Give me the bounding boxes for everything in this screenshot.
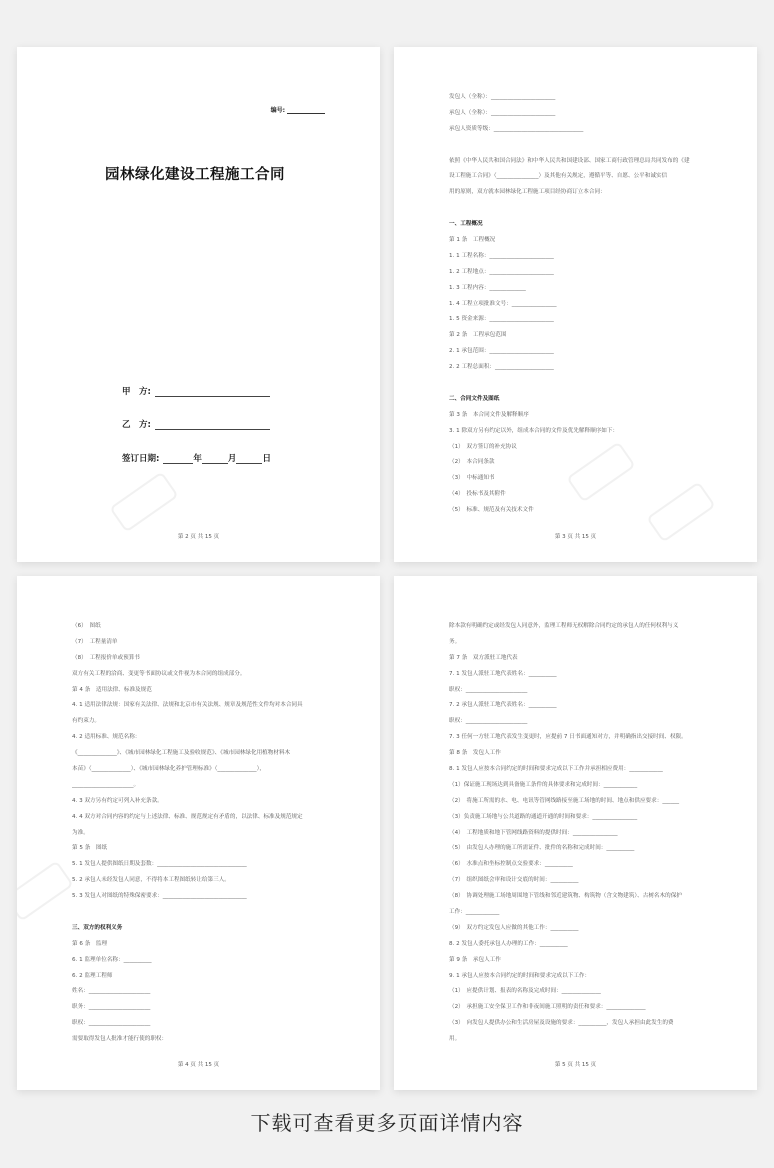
text-line: 《______________》、《城市园林绿化工程施工及验收规范》、《城市园林绿化用植物材料木	[72, 750, 291, 757]
page-footer: 第 4 页 共 15 页	[177, 1062, 220, 1068]
text-line: 7. 1 发包人派驻工地代表姓名：__________	[449, 670, 557, 677]
text-line: 1. 3 工程内容：_____________	[449, 284, 526, 291]
text-line: 用的原则，双方就本园林绿化工程施工项目经协商订立本合同：	[449, 189, 606, 196]
text-line: （5） 由发包人办理的施工所需证件、批件的名称和完成时间：__________	[449, 845, 635, 852]
text-line: 为准。	[72, 829, 89, 836]
text-line: （1） 双方签订的补充协议	[449, 443, 517, 450]
contract-title: 园林绿化建设工程施工合同	[105, 167, 285, 183]
page-3-text	[449, 90, 727, 519]
text-line: （3） 中标通知书	[449, 475, 495, 482]
text-line: 6. 2 监理工程师	[72, 972, 113, 979]
text-line: 第 6 条 监理	[72, 940, 108, 947]
text-line: 职务：______________________	[72, 1004, 151, 1011]
text-line: 发包人（全称）：_______________________	[449, 94, 556, 100]
text-line	[449, 201, 727, 217]
text-line: 有约束力。	[72, 718, 100, 725]
text-line: 6. 1 监理单位名称：__________	[72, 956, 152, 963]
watermark-icon	[17, 860, 74, 921]
text-line: 工作：____________	[449, 909, 500, 916]
text-line: 9. 1 承包人应按本合同约定的时间和要求完成以下工作：	[449, 972, 591, 979]
contract-number: 编号:	[271, 105, 325, 114]
text-line: 5. 1 发包人提供图纸日期及套数：________________________________	[72, 861, 247, 868]
text-line: 职权：______________________	[449, 718, 528, 725]
text-line: 5. 2 承包人未经发包人同意，不得将本工程图纸转让给第三人。	[72, 877, 230, 884]
text-line: 第 9 条 承包人工作	[449, 956, 501, 963]
text-line: ______________________。	[72, 781, 140, 788]
text-line: 职权：______________________	[449, 686, 528, 693]
text-line: （2） 承担施工安全保卫工作和非夜间施工照明的责任和要求：______________	[449, 1004, 646, 1011]
text-line: 第 1 条 工程概况	[449, 237, 496, 244]
text-line: （9） 双方约定发包人应做的其他工作：__________	[449, 924, 579, 931]
text-line	[449, 138, 727, 154]
page-4-text	[72, 619, 350, 1048]
text-line: （5） 标准、规范及有关技术文件	[449, 507, 534, 514]
page-3	[394, 47, 757, 562]
text-line: 承包人（全称）：_______________________	[449, 109, 556, 116]
text-line: 用。	[449, 1036, 461, 1043]
page-footer: 第 5 页 共 15 页	[554, 1062, 597, 1068]
text-line: （6） 图纸	[72, 623, 101, 629]
text-line: 4. 3 双方另有约定可列入补充条款。	[72, 797, 163, 804]
text-line: 8. 1 发包人应按本合同约定的时间和要求完成以下工作并承担相应费用：____________	[449, 766, 663, 773]
text-line: （3）负责施工场地与公共道路的通道开通的时间和要求：________________	[449, 813, 638, 820]
text-line: 2. 2 工程总面积：_____________________	[449, 364, 554, 371]
text-line: 1. 1 工程名称：_______________________	[449, 252, 554, 259]
text-line: （7） 工程量清单	[72, 638, 118, 645]
sign-date: 签订日期: 年 月 日	[122, 454, 271, 464]
text-line: 8. 2 发包人委托承包人办理的工作：__________	[449, 940, 568, 947]
text-line: 4. 2 适用标准、规范名称：	[72, 734, 141, 741]
text-line: 1. 2 工程地点：_______________________	[449, 268, 554, 275]
text-line: （2） 本合同条款	[449, 459, 495, 466]
page-4	[17, 576, 380, 1090]
text-line: 一、工程概况	[449, 221, 483, 228]
text-line: 5. 3 发包人对图纸的特殊保密要求：______________________________	[72, 893, 247, 900]
text-line: （1） 应提供计划、报表的名称及完成时间：______________	[449, 988, 601, 995]
page-5-text	[449, 619, 727, 1048]
text-line: 第 7 条 双方派驻工地代表	[449, 654, 518, 661]
text-line: 承包人资质等级：________________________________	[449, 125, 584, 132]
page-cover	[17, 47, 380, 562]
text-line: 务。	[449, 638, 461, 645]
text-line: （4） 工程地质和地下管网线路资料的提供时间：________________	[449, 829, 618, 836]
text-line: 第 2 条 工程承包范围	[449, 332, 507, 339]
text-line: 第 8 条 发包人工作	[449, 750, 501, 757]
text-line: （1）保证施工现场达到具备施工条件的具体要求和完成时间：____________	[449, 781, 638, 788]
text-line: 7. 2 承包人派驻工地代表姓名：__________	[449, 702, 557, 709]
text-line: 除本款有明确约定或经发包人同意外，监理工程师无权解除合同约定的承包人的任何权利与义	[449, 623, 679, 629]
text-line: 双方有关工程的洽商、变更等书面协议或文件视为本合同的组成部分。	[72, 670, 246, 677]
text-line: 依照《中华人民共和国合同法》和中华人民共和国建设部、国家工商行政管理总局共同发布的《建	[449, 157, 690, 164]
page-footer: 第 2 页 共 15 页	[177, 534, 220, 540]
text-line: 本苗》（______________）、《城市园林绿化养护管理标准》（______________），	[72, 766, 265, 773]
text-line: 3. 1 除双方另有约定以外，组成本合同的文件及优先解释顺序如下：	[449, 427, 619, 434]
text-line: （8） 协调处理施工场地周围地下管线和邻近建筑物、构筑物（含文物建筑）、古树名木的保护	[449, 893, 682, 900]
text-line: 4. 1 适用法律法规：国家有关法律、法规和北京市有关法规、规章及规范性文件均对本合同具	[72, 702, 303, 709]
text-line: （6） 水准点和坐标控制点交验要求：__________	[449, 861, 573, 868]
text-line: 2. 1 承包范围：_______________________	[449, 348, 554, 355]
text-line: 二、合同文件及图纸	[449, 395, 500, 402]
text-line	[449, 376, 727, 392]
text-line: 4. 4 双方对合同内容的约定与上述法律、标准、规范规定有矛盾的，以法律、标准及规范规定	[72, 813, 303, 820]
text-line	[72, 905, 350, 921]
text-line: 第 3 条 本合同文件及解释顺序	[449, 411, 529, 418]
text-line: 7. 3 任何一方驻工地代表发生变更时，应提前 7 日书面通知对方，并明确指出交接时间、权限。	[449, 734, 687, 741]
text-line: 需要取得发包人批准才能行使的职权：	[72, 1036, 168, 1043]
text-line: （2） 将施工所需的水、电、电讯等管网线路接至施工场地的时间、地点和供应要求：______	[449, 797, 680, 804]
watermark-icon	[109, 471, 179, 532]
text-line: 设工程施工合同》（_______________）及其他有关规定，遵循平等、自愿、公平和诚实信	[449, 173, 668, 180]
text-line: （3） 向发包人提供办公和生活房屋及设施的要求：__________，发包人承担由此发生的费	[449, 1020, 674, 1027]
text-line: （7） 组织图纸会审和设计交底的时间：__________	[449, 877, 579, 884]
text-line: 姓名：______________________	[72, 988, 151, 995]
text-line: 职权：______________________	[72, 1020, 151, 1027]
party-b: 乙 方:	[122, 418, 270, 430]
text-line: （8） 工程报价单或预算书	[72, 654, 140, 661]
text-line: 第 4 条 适用法律、标准及规范	[72, 686, 152, 693]
download-caption: 下载可查看更多页面详情内容	[250, 1111, 524, 1135]
text-line: 1. 4 工程立项批准文号：________________	[449, 300, 557, 307]
party-a: 甲 方:	[122, 385, 270, 397]
page-5	[394, 576, 757, 1090]
text-line: 1. 5 资金来源：_______________________	[449, 316, 554, 323]
text-line: （4） 投标书及其附件	[449, 491, 506, 498]
text-line: 第 5 条 图纸	[72, 845, 108, 852]
text-line: 三、双方的权利义务	[72, 924, 123, 931]
page-footer: 第 3 页 共 15 页	[554, 534, 597, 540]
